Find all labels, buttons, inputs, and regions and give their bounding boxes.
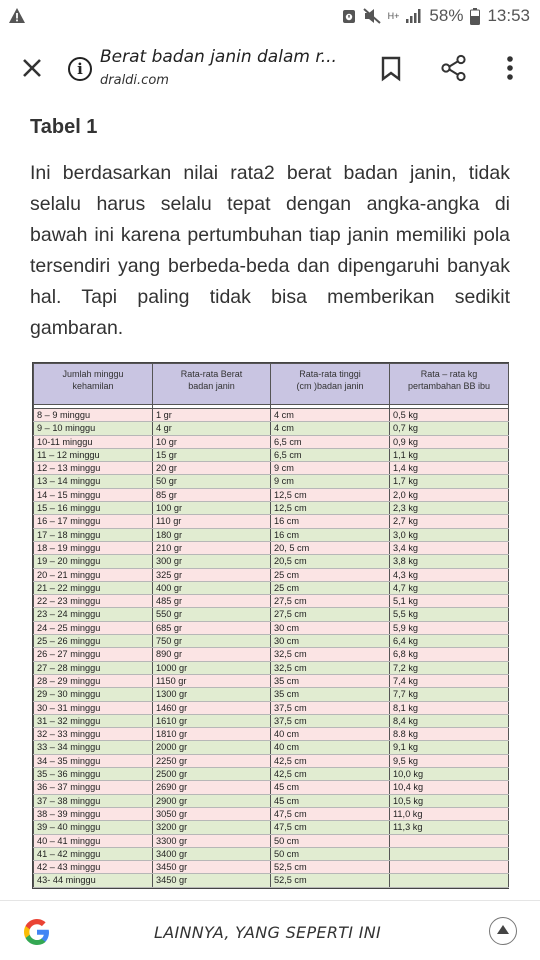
table-cell: 9 – 10 minggu (34, 422, 153, 435)
close-icon[interactable] (16, 52, 48, 84)
table-row (34, 688, 509, 701)
status-icons (342, 6, 530, 26)
table-cell: 29 – 30 minggu (34, 688, 153, 701)
table-cell: 34 – 35 minggu (34, 754, 153, 767)
table-cell: 18 – 19 minggu (34, 541, 153, 554)
table-cell: 30 cm (271, 635, 390, 648)
table-row (34, 581, 509, 594)
table-cell: 10-11 minggu (34, 435, 153, 448)
table-cell: 550 gr (153, 608, 271, 621)
table-cell: 3400 gr (153, 847, 271, 860)
share-icon[interactable] (440, 54, 468, 82)
table-cell: 16 cm (271, 528, 390, 541)
bookmark-icon[interactable] (380, 56, 402, 82)
table-cell: 3,0 kg (390, 528, 509, 541)
table-cell: 16 cm (271, 515, 390, 528)
table-cell: 40 cm (271, 741, 390, 754)
table-row (34, 528, 509, 541)
table-cell: 41 – 42 minggu (34, 847, 153, 860)
table-cell: 3,8 kg (390, 555, 509, 568)
mute-icon (363, 8, 381, 24)
article-heading: Tabel 1 (30, 116, 98, 138)
title-block[interactable] (100, 47, 360, 88)
table-cell: 1810 gr (153, 728, 271, 741)
alarm-icon (342, 8, 356, 24)
table-cell: 685 gr (153, 621, 271, 634)
table-cell: 3300 gr (153, 834, 271, 847)
table-cell: 37,5 cm (271, 701, 390, 714)
table-cell: 43- 44 minggu (34, 874, 153, 887)
table-row (34, 768, 509, 781)
table-cell: 2,0 kg (390, 488, 509, 501)
table-cell: 35 cm (271, 688, 390, 701)
table-row (34, 422, 509, 435)
table-cell: 15 – 16 minggu (34, 502, 153, 515)
table-cell: 21 – 22 minggu (34, 581, 153, 594)
header-line: Rata-rata tinggi (299, 369, 361, 379)
table-row (34, 568, 509, 581)
table-cell: 4 cm (271, 422, 390, 435)
table-row (34, 502, 509, 515)
table-cell: 2690 gr (153, 781, 271, 794)
table-cell: 4 cm (271, 409, 390, 422)
table-cell: 8.8 kg (390, 728, 509, 741)
table-cell: 52,5 cm (271, 861, 390, 874)
table-cell: 5,1 kg (390, 595, 509, 608)
table-cell: 1150 gr (153, 674, 271, 687)
table-cell: 2000 gr (153, 741, 271, 754)
table-cell: 11 – 12 minggu (34, 448, 153, 461)
table-cell: 6,5 cm (271, 448, 390, 461)
table-row (34, 595, 509, 608)
table-cell: 2,3 kg (390, 502, 509, 515)
table-cell: 25 cm (271, 568, 390, 581)
table-cell: 25 – 26 minggu (34, 635, 153, 648)
table-cell: 10,0 kg (390, 768, 509, 781)
table-cell: 1460 gr (153, 701, 271, 714)
table-cell: 1000 gr (153, 661, 271, 674)
info-icon[interactable]: i (68, 57, 92, 81)
table-header-cell (390, 364, 509, 405)
table-row (34, 488, 509, 501)
table-cell: 32,5 cm (271, 648, 390, 661)
table-cell: 100 gr (153, 502, 271, 515)
google-logo[interactable] (22, 917, 52, 947)
table-cell: 7,7 kg (390, 688, 509, 701)
table-cell: 6,5 cm (271, 435, 390, 448)
header-line: Jumlah minggu (62, 369, 124, 379)
table-cell: 23 – 24 minggu (34, 608, 153, 621)
table-cell: 25 cm (271, 581, 390, 594)
table-cell (390, 874, 509, 887)
table-row (34, 674, 509, 687)
table-cell: 400 gr (153, 581, 271, 594)
table-cell: 2250 gr (153, 754, 271, 767)
table-cell: 50 cm (271, 847, 390, 860)
table-cell: 42,5 cm (271, 754, 390, 767)
table-cell: 12 – 13 minggu (34, 462, 153, 475)
table-cell: 27 – 28 minggu (34, 661, 153, 674)
warning-icon (8, 7, 26, 24)
status-bar (0, 0, 540, 34)
table-cell: 32 – 33 minggu (34, 728, 153, 741)
table-cell: 42,5 cm (271, 768, 390, 781)
table-cell: 17 – 18 minggu (34, 528, 153, 541)
more-like-this-button[interactable]: LAINNYA, YANG SEPERTI INI (154, 923, 382, 942)
table-cell: 0,9 kg (390, 435, 509, 448)
table-cell: 50 cm (271, 834, 390, 847)
table-row (34, 409, 509, 422)
battery-icon (470, 8, 480, 25)
table-row (34, 821, 509, 834)
table-cell: 30 – 31 minggu (34, 701, 153, 714)
weight-table-image[interactable] (32, 362, 509, 889)
table-cell: 20, 5 cm (271, 541, 390, 554)
table-row (34, 462, 509, 475)
table-cell: 1,7 kg (390, 475, 509, 488)
bottom-bar (0, 900, 540, 960)
header-line: (cm )badan janin (296, 381, 364, 391)
table-cell: 38 – 39 minggu (34, 807, 153, 820)
table-cell: 42 – 43 minggu (34, 861, 153, 874)
page-domain: draldi.com (100, 73, 169, 88)
table-cell (390, 847, 509, 860)
table-row (34, 608, 509, 621)
header-line: kehamilan (72, 381, 114, 391)
table-cell: 9,1 kg (390, 741, 509, 754)
table-cell: 35 cm (271, 674, 390, 687)
table-cell: 3450 gr (153, 861, 271, 874)
table-row (34, 847, 509, 860)
table-cell: 30 cm (271, 621, 390, 634)
table-row (34, 475, 509, 488)
table-cell: 27,5 cm (271, 608, 390, 621)
table-cell: 33 – 34 minggu (34, 741, 153, 754)
header-line: Rata – rata kg (420, 369, 478, 379)
table-cell: 27,5 cm (271, 595, 390, 608)
table-row (34, 794, 509, 807)
table-row (34, 728, 509, 741)
table-cell: 85 gr (153, 488, 271, 501)
table-cell: 110 gr (153, 515, 271, 528)
table-cell: 1 gr (153, 409, 271, 422)
table-cell: 3050 gr (153, 807, 271, 820)
table-row (34, 648, 509, 661)
table-cell: 2500 gr (153, 768, 271, 781)
table-cell: 16 – 17 minggu (34, 515, 153, 528)
table-cell (390, 834, 509, 847)
table-row (34, 621, 509, 634)
table-cell: 31 – 32 minggu (34, 714, 153, 727)
table-cell: 3450 gr (153, 874, 271, 887)
table-cell: 4,3 kg (390, 568, 509, 581)
table-cell: 210 gr (153, 541, 271, 554)
table-row (34, 807, 509, 820)
table-cell: 12,5 cm (271, 488, 390, 501)
network-type: H+ (387, 10, 400, 21)
table-cell: 20 gr (153, 462, 271, 475)
table-row (34, 874, 509, 887)
table-cell: 39 – 40 minggu (34, 821, 153, 834)
table-cell: 0,7 kg (390, 422, 509, 435)
table-row (34, 701, 509, 714)
table-row (34, 661, 509, 674)
header-line: badan janin (188, 381, 235, 391)
table-cell: 8,4 kg (390, 714, 509, 727)
page-title: Berat badan janin dalam r... (100, 47, 337, 67)
table-cell: 45 cm (271, 781, 390, 794)
table-cell: 52,5 cm (271, 874, 390, 887)
table-cell: 19 – 20 minggu (34, 555, 153, 568)
weight-table (33, 363, 509, 888)
article-paragraph: Ini berdasarkan nilai rata2 berat badan janin, tidak selalu harus selalu tepat dengan angka-angka di bawah ini karena pertumbuhan tiap janin memiliki pola tersendiri yang berbeda-beda dan dipengaruhi banyak hal. Tapi paling tidak bisa memberikan sedikit gambaran. (30, 162, 510, 339)
table-cell: 47,5 cm (271, 821, 390, 834)
table-cell: 28 – 29 minggu (34, 674, 153, 687)
table-row (34, 754, 509, 767)
table-cell: 1,4 kg (390, 462, 509, 475)
table-cell: 180 gr (153, 528, 271, 541)
table-row (34, 435, 509, 448)
table-cell: 1610 gr (153, 714, 271, 727)
table-cell: 9 cm (271, 475, 390, 488)
table-cell: 2900 gr (153, 794, 271, 807)
header-line: pertambahan BB ibu (407, 381, 491, 391)
table-cell: 3200 gr (153, 821, 271, 834)
more-vert-icon[interactable] (500, 54, 520, 82)
table-cell: 890 gr (153, 648, 271, 661)
table-cell: 36 – 37 minggu (34, 781, 153, 794)
table-cell: 1,1 kg (390, 448, 509, 461)
table-row (34, 515, 509, 528)
signal-icon (406, 9, 422, 23)
table-row (34, 555, 509, 568)
table-cell: 37 – 38 minggu (34, 794, 153, 807)
table-header-cell (153, 364, 271, 405)
table-cell: 5,9 kg (390, 621, 509, 634)
table-cell: 5,5 kg (390, 608, 509, 621)
table-cell: 20,5 cm (271, 555, 390, 568)
table-cell: 15 gr (153, 448, 271, 461)
table-row (34, 714, 509, 727)
table-header-row (34, 364, 509, 405)
table-cell: 0,5 kg (390, 409, 509, 422)
table-row (34, 834, 509, 847)
arrow-up-icon[interactable] (489, 917, 517, 945)
table-cell: 750 gr (153, 635, 271, 648)
table-cell: 300 gr (153, 555, 271, 568)
table-row (34, 448, 509, 461)
table-row (34, 741, 509, 754)
table-cell: 1300 gr (153, 688, 271, 701)
table-row (34, 635, 509, 648)
clock: 13:53 (487, 6, 530, 25)
table-row (34, 861, 509, 874)
table-cell: 4,7 kg (390, 581, 509, 594)
table-cell: 20 – 21 minggu (34, 568, 153, 581)
table-cell: 47,5 cm (271, 807, 390, 820)
table-cell: 3,4 kg (390, 541, 509, 554)
table-cell: 26 – 27 minggu (34, 648, 153, 661)
table-cell: 40 – 41 minggu (34, 834, 153, 847)
table-cell: 22 – 23 minggu (34, 595, 153, 608)
table-cell: 7,2 kg (390, 661, 509, 674)
header-line: Rata-rata Berat (180, 369, 243, 379)
table-cell: 24 – 25 minggu (34, 621, 153, 634)
table-cell: 325 gr (153, 568, 271, 581)
table-cell: 10 gr (153, 435, 271, 448)
table-cell: 11,0 kg (390, 807, 509, 820)
table-cell: 4 gr (153, 422, 271, 435)
table-cell: 12,5 cm (271, 502, 390, 515)
battery-percent: 58% (429, 6, 464, 25)
table-cell: 14 – 15 minggu (34, 488, 153, 501)
app-bar (0, 34, 540, 104)
table-cell: 10,5 kg (390, 794, 509, 807)
table-cell: 485 gr (153, 595, 271, 608)
table-cell: 32,5 cm (271, 661, 390, 674)
table-cell: 8,1 kg (390, 701, 509, 714)
table-cell: 37,5 cm (271, 714, 390, 727)
table-cell: 50 gr (153, 475, 271, 488)
table-cell: 13 – 14 minggu (34, 475, 153, 488)
table-header-cell (271, 364, 390, 405)
table-cell: 2,7 kg (390, 515, 509, 528)
table-cell (390, 861, 509, 874)
table-row (34, 781, 509, 794)
table-cell: 6,8 kg (390, 648, 509, 661)
table-cell: 10,4 kg (390, 781, 509, 794)
table-header-cell (34, 364, 153, 405)
table-row (34, 541, 509, 554)
table-cell: 11,3 kg (390, 821, 509, 834)
table-cell: 45 cm (271, 794, 390, 807)
table-cell: 6,4 kg (390, 635, 509, 648)
table-cell: 7,4 kg (390, 674, 509, 687)
article-content[interactable] (0, 104, 540, 900)
table-cell: 35 – 36 minggu (34, 768, 153, 781)
table-cell: 8 – 9 minggu (34, 409, 153, 422)
table-cell: 9 cm (271, 462, 390, 475)
table-cell: 40 cm (271, 728, 390, 741)
table-cell: 9,5 kg (390, 754, 509, 767)
